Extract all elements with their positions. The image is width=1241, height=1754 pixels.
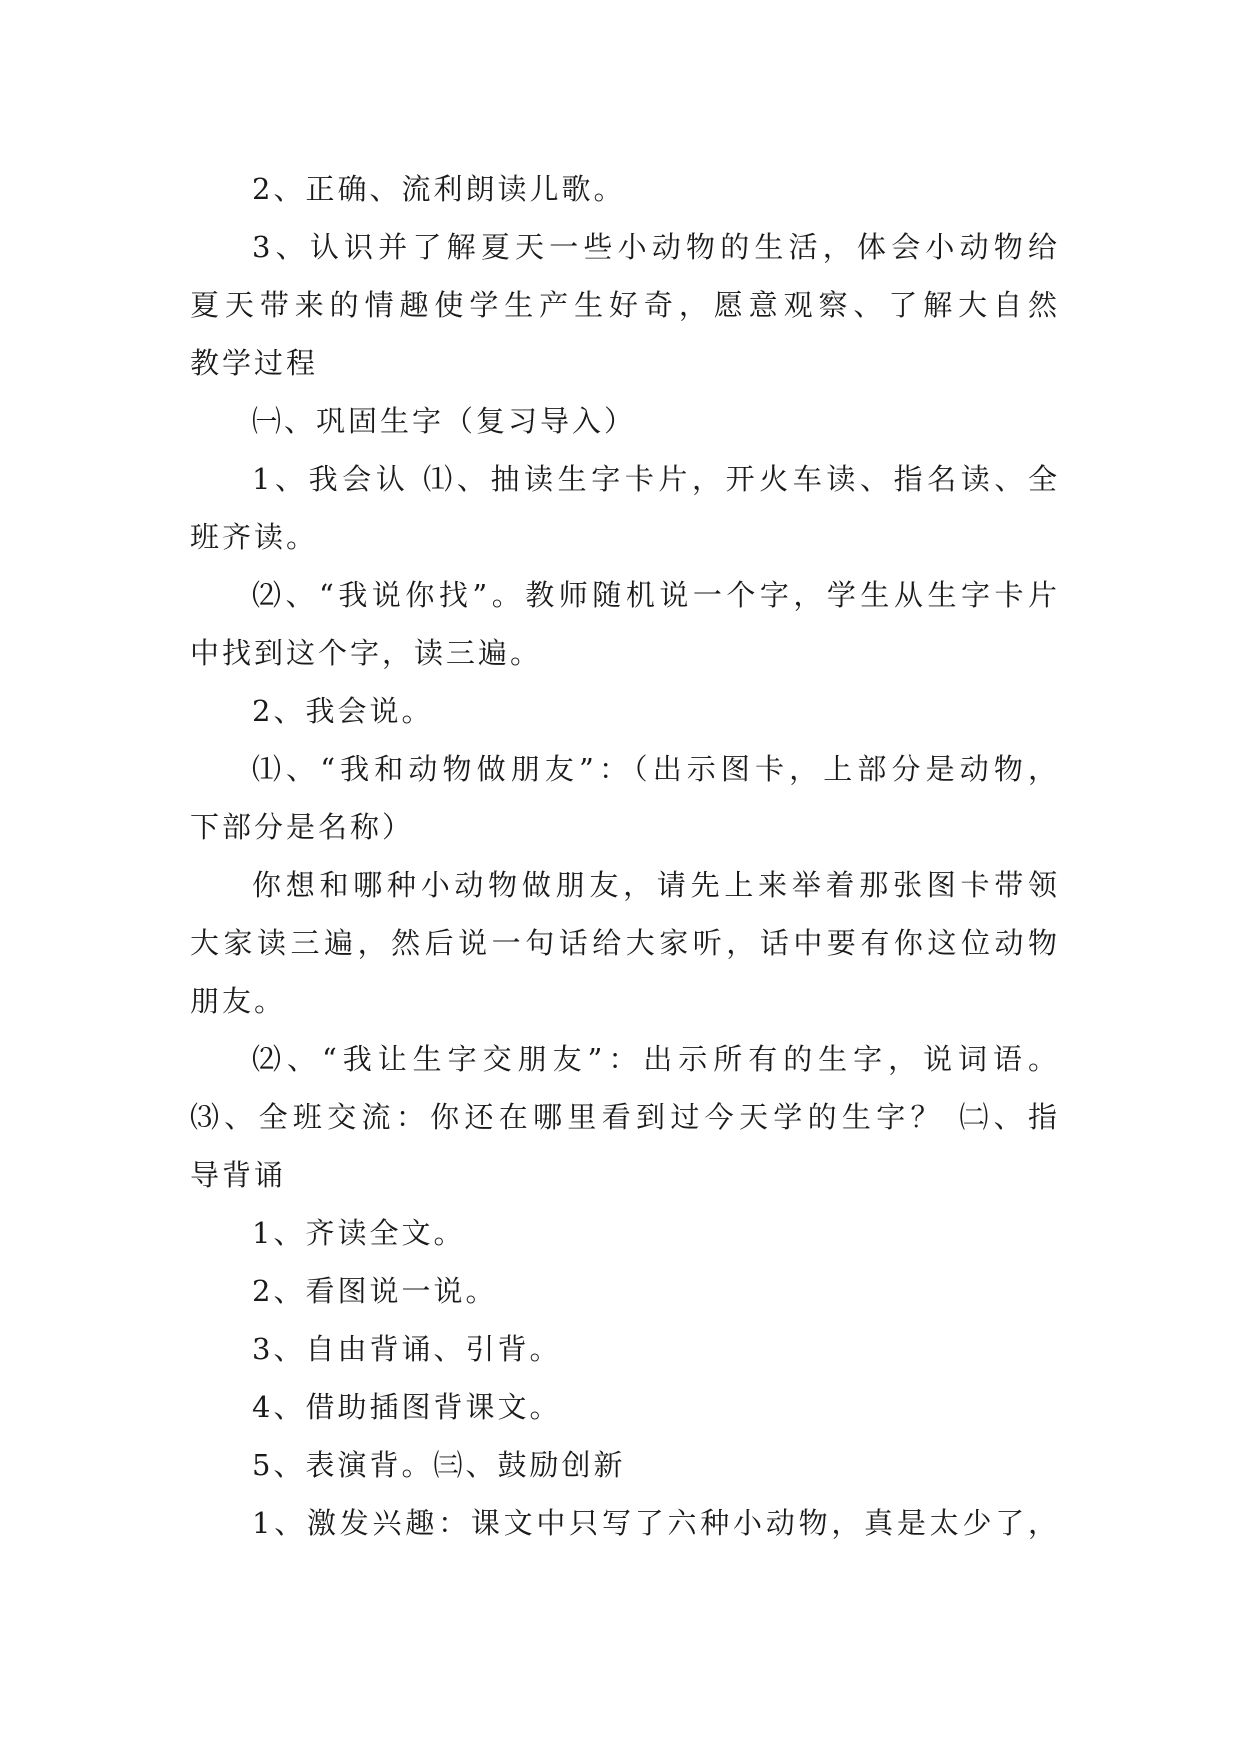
text-line: 下部分是名称）	[190, 810, 415, 844]
text-line: ⑵、“我说你找”。教师随机说一个字，学生从生字卡片	[252, 578, 1060, 612]
text-line: 1、激发兴趣：课文中只写了六种小动物，真是太少了，	[252, 1506, 1060, 1540]
text-line: 2、看图说一说。	[252, 1274, 498, 1308]
text-line: 5、表演背。㈢、鼓励创新	[252, 1448, 626, 1482]
text-line: 你想和哪种小动物做朋友，请先上来举着那张图卡带领	[252, 868, 1060, 902]
text-line: 教学过程	[190, 346, 319, 380]
text-line: 2、我会说。	[252, 694, 434, 728]
text-line: 3、自由背诵、引背。	[252, 1332, 562, 1366]
text-line: 1、齐读全文。	[252, 1216, 466, 1250]
text-line: ⑶、全班交流：你还在哪里看到过今天学的生字？ ㈡、指	[190, 1100, 1060, 1134]
text-line: 2、正确、流利朗读儿歌。	[252, 172, 626, 206]
text-line: 3、认识并了解夏天一些小动物的生活，体会小动物给	[252, 230, 1060, 264]
text-line: 4、借助插图背课文。	[252, 1390, 562, 1424]
text-line: ⑵、“我让生字交朋友”：出示所有的生字，说词语。	[252, 1042, 1060, 1076]
text-line: 大家读三遍，然后说一句话给大家听，话中要有你这位动物	[190, 926, 1060, 960]
text-line: 班齐读。	[190, 520, 319, 554]
text-line: 导背诵	[190, 1158, 287, 1192]
text-line: 中找到这个字，读三遍。	[190, 636, 543, 670]
text-line: 朋友。	[190, 984, 287, 1018]
body-text	[190, 160, 1060, 1552]
text-line: 1、我会认 ⑴、抽读生字卡片，开火车读、指名读、全	[252, 462, 1060, 496]
text-line: ⑴、“我和动物做朋友”：（出示图卡，上部分是动物，	[252, 752, 1060, 786]
text-line: 夏天带来的情趣使学生产生好奇，愿意观察、了解大自然	[190, 288, 1060, 322]
text-line: ㈠、巩固生字（复习导入）	[252, 404, 637, 438]
